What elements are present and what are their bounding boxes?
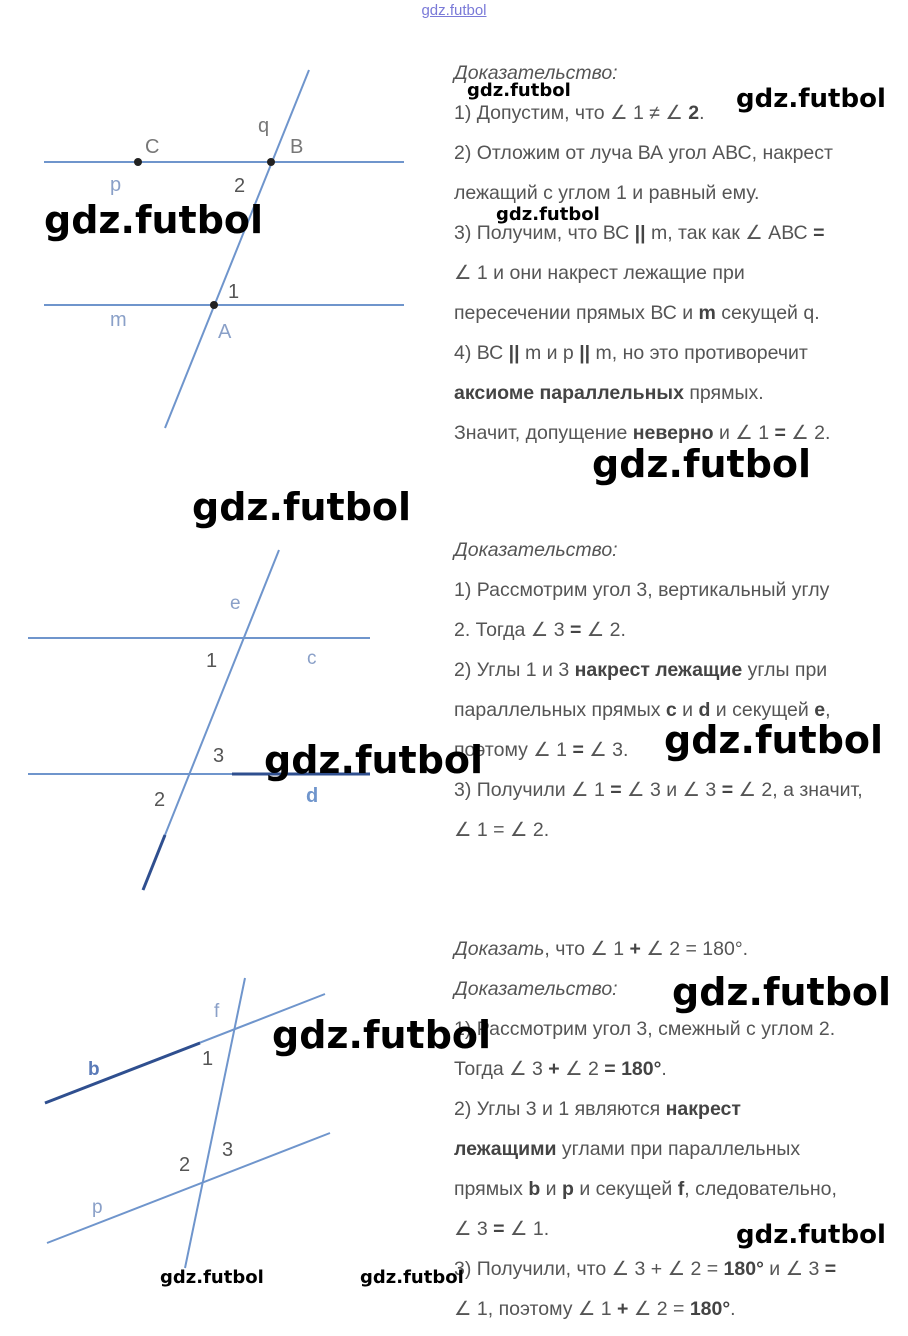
proof-1-line-8: аксиоме параллельных прямых. (454, 382, 764, 404)
label-angle-2: 2 (154, 789, 166, 811)
proof-2-line-2: 2. Тогда ∠ 3 = ∠ 2. (454, 619, 626, 641)
figure-2-drawing (0, 540, 440, 900)
proof-2-line-4: параллельных прямых с и d и секущей е, (454, 699, 831, 721)
proof-1-line-7: 4) ВС || m и p || m, но это противоречит (454, 342, 808, 364)
figure-3 (0, 960, 440, 1280)
proof-3-line-1: 1) Рассмотрим угол 3, смежный с углом 2. (454, 1018, 836, 1040)
proof-3-line-6: ∠ 3 = ∠ 1. (454, 1218, 550, 1240)
proof-2-line-1: 1) Рассмотрим угол 3, вертикальный углу (454, 579, 830, 601)
line-b-ray (45, 1043, 200, 1103)
label-p: p (92, 1197, 103, 1218)
watermark: gdz.futbol (592, 442, 812, 486)
label-f: f (214, 1001, 220, 1022)
proof-1-line-4: 3) Получим, что ВС || m, так как ∠ АВС = (454, 222, 825, 244)
watermark: gdz.futbol (44, 198, 264, 242)
label-angle-1: 1 (206, 650, 218, 672)
label-angle-2: 2 (234, 175, 246, 197)
watermark: gdz.futbol (264, 738, 484, 782)
proof-3-line-5: прямых b и p и секущей f, следовательно, (454, 1178, 837, 1200)
watermark: gdz.futbol (467, 80, 571, 101)
proof-2 (454, 530, 906, 850)
proof-3-line-7: 3) Получили, что ∠ 3 + ∠ 2 = 180° и ∠ 3 = (454, 1258, 837, 1280)
point-c (134, 158, 142, 166)
point-a (210, 301, 218, 309)
proof-2-line-5: поэтому ∠ 1 = ∠ 3. (454, 739, 629, 761)
proof-2-line-6: 3) Получили ∠ 1 = ∠ 3 и ∠ 3 = ∠ 2, а значит, (454, 779, 863, 801)
watermark: gdz.futbol (664, 718, 884, 762)
watermark: gdz.futbol (192, 485, 412, 529)
label-angle-3: 3 (222, 1139, 234, 1161)
label-c: c (307, 648, 317, 669)
watermark: gdz.futbol (160, 1267, 264, 1288)
line-p (47, 1133, 330, 1243)
label-c: C (145, 136, 160, 158)
proof-1-line-5: ∠ 1 и они накрест лежащие при (454, 262, 745, 284)
label-q: q (258, 115, 270, 137)
proof-1-line-3: лежащий с углом 1 и равный ему. (454, 182, 760, 204)
label-d: d (306, 785, 319, 807)
proof-3-statement: Доказать, что ∠ 1 + ∠ 2 = 180°. (454, 938, 749, 960)
label-a: A (218, 321, 232, 343)
proof-1-line-1: 1) Допустим, что ∠ 1 ≠ ∠ 2. (454, 102, 705, 124)
proof-3-line-2: Тогда ∠ 3 + ∠ 2 = 180°. (454, 1058, 667, 1080)
line-q (165, 70, 309, 428)
watermark: gdz.futbol (360, 1267, 464, 1288)
label-m: m (110, 309, 127, 331)
proof-1-line-2: 2) Отложим от луча ВА угол АВС, накрест (454, 142, 833, 164)
label-b: b (88, 1059, 100, 1080)
proof-2-line-3: 2) Углы 1 и 3 накрест лежащие углы при (454, 659, 828, 681)
watermark: gdz.futbol (272, 1013, 492, 1057)
label-angle-3: 3 (213, 745, 225, 767)
proof-3-line-8: ∠ 1, поэтому ∠ 1 + ∠ 2 = 180°. (454, 1298, 736, 1320)
watermark: gdz.futbol (496, 204, 600, 225)
proof-1-title: Доказательство: (454, 62, 618, 84)
label-angle-1: 1 (228, 281, 240, 303)
figure-3-drawing (0, 960, 440, 1280)
label-p: p (110, 174, 122, 196)
label-e: e (230, 593, 241, 614)
site-mark-link[interactable]: gdz.futbol (421, 2, 487, 19)
point-b (267, 158, 275, 166)
line-e-ray (143, 835, 165, 890)
label-b: B (290, 136, 304, 158)
proof-3-line-3: 2) Углы 3 и 1 являются накрест (454, 1098, 741, 1120)
proof-3-line-4: лежащими углами при параллельных (454, 1138, 801, 1160)
label-angle-2: 2 (179, 1154, 191, 1176)
proof-1-line-9: Значит, допущение неверно и ∠ 1 = ∠ 2. (454, 422, 831, 444)
watermark: gdz.futbol (736, 1220, 886, 1250)
watermark: gdz.futbol (672, 970, 892, 1014)
proof-2-title: Доказательство: (454, 539, 618, 561)
proof-1-line-6: пересечении прямых ВС и m секущей q. (454, 302, 820, 324)
proof-3-title: Доказательство: (454, 978, 618, 1000)
figure-2 (0, 540, 440, 900)
proof-2-line-7: ∠ 1 = ∠ 2. (454, 819, 550, 841)
watermark: gdz.futbol (736, 84, 886, 114)
label-angle-1: 1 (202, 1048, 214, 1070)
